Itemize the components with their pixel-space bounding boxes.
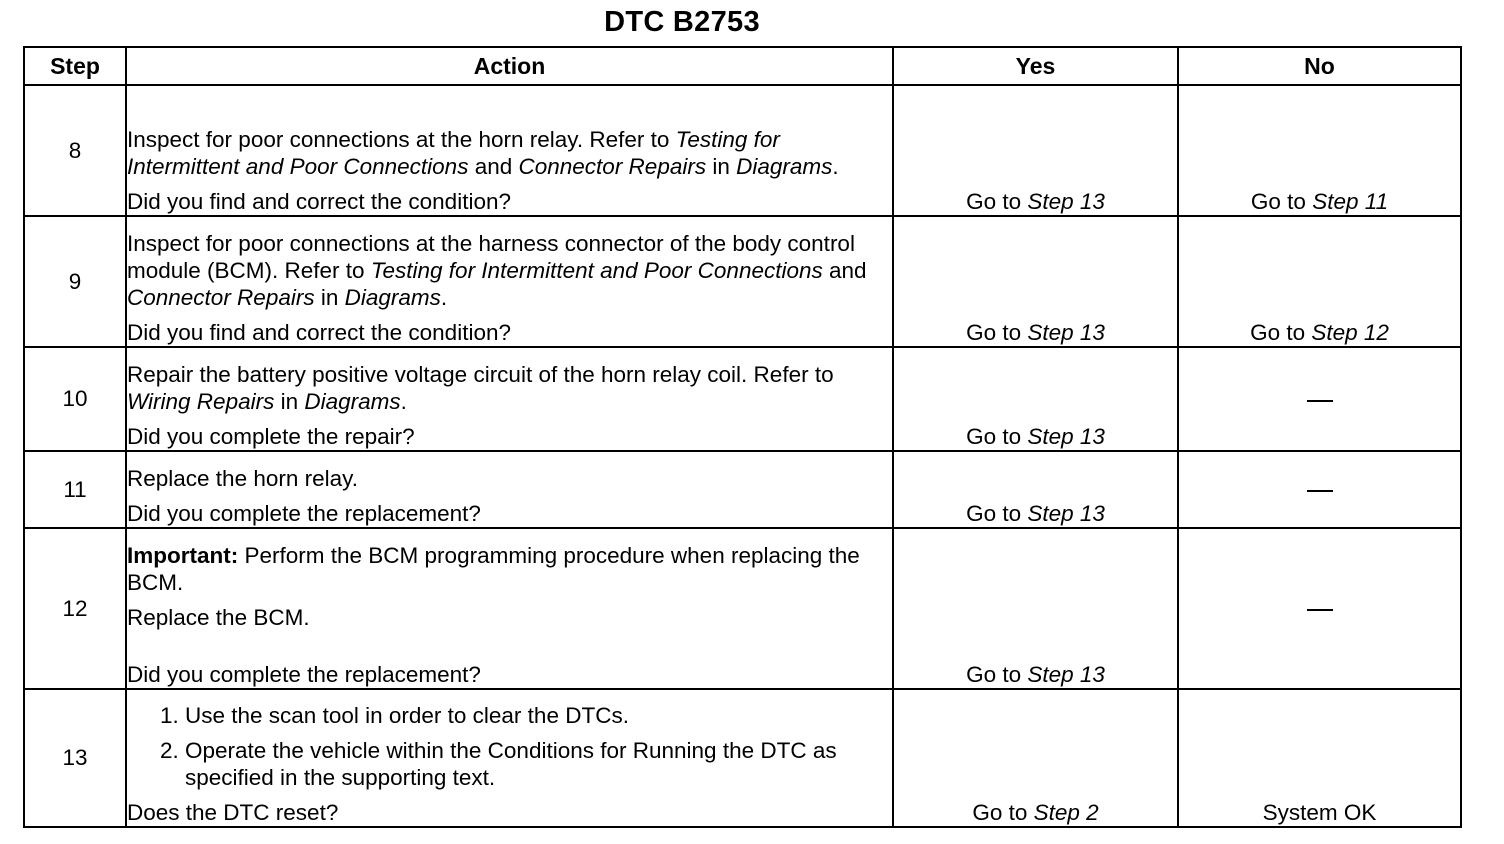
table-row [24,451,1461,528]
step-number: 8 [24,85,126,216]
step-number: 11 [24,451,126,528]
action-text: Replace the horn relay. [127,466,358,491]
yes-cell: Go to Step 13 [893,451,1178,528]
action-question: Does the DTC reset? [127,800,339,825]
table-row [24,216,1461,347]
action-cell [126,85,893,216]
important-note: Important: Perform the BCM programming procedure when replacing the BCM. [127,543,860,595]
yes-cell: Go to Step 13 [893,347,1178,451]
action-cell [126,347,893,451]
action-cell [126,216,893,347]
table-row [24,85,1461,216]
action-text: Repair the battery positive voltage circuit of the horn relay coil. Refer to Wiring Repairs in Diagrams. [127,362,834,414]
action-question: Did you complete the replacement? [127,501,481,526]
table-row [24,689,1461,827]
list-item: 2. Operate the vehicle within the Conditions for Running the DTC as specified in the supporting text. [185,737,892,791]
step-link: Step 13 [1027,424,1105,449]
action-text: Inspect for poor connections at the harness connector of the body control module (BCM). Refer to Testing for Intermittent and Poor Connections and Connector Repairs in Diagrams. [127,231,867,310]
step-link: Step 2 [1033,800,1099,825]
header-action: Action [126,47,893,85]
list-item: 1. Use the scan tool in order to clear the DTCs. [185,702,892,729]
header-yes: Yes [893,47,1178,85]
table-row [24,347,1461,451]
step-number: 12 [24,528,126,689]
header-row [24,47,1461,85]
diagnostic-table [23,46,1462,828]
action-text: Inspect for poor connections at the horn relay. Refer to Testing for Intermittent and Poor Connections and Connector Repairs in Diagrams. [127,127,839,179]
dash-mark [1307,490,1333,492]
table-row [24,528,1461,689]
yes-cell: Go to Step 13 [893,528,1178,689]
action-question: Did you complete the repair? [127,424,415,449]
action-question: Did you find and correct the condition? [127,320,511,345]
yes-cell: Go to Step 13 [893,216,1178,347]
step-link: Step 13 [1027,189,1105,214]
step-link: Step 12 [1311,320,1389,345]
dash-mark [1307,609,1333,611]
no-cell: Go to Step 12 [1178,216,1461,347]
action-text: Replace the BCM. [127,605,310,630]
action-question: Did you find and correct the condition? [127,189,511,214]
step-link: Step 13 [1027,320,1105,345]
dash-mark [1307,400,1333,402]
action-cell [126,689,893,827]
step-number: 10 [24,347,126,451]
no-cell [1178,451,1461,528]
step-link: Step 13 [1027,501,1105,526]
no-cell: Go to Step 11 [1178,85,1461,216]
step-link: Step 11 [1312,189,1389,214]
yes-cell: Go to Step 13 [893,85,1178,216]
no-cell [1178,528,1461,689]
action-cell [126,528,893,689]
yes-cell: Go to Step 2 [893,689,1178,827]
step-number: 13 [24,689,126,827]
step-number: 9 [24,216,126,347]
step-link: Step 13 [1027,662,1105,687]
no-cell [1178,347,1461,451]
action-cell [126,451,893,528]
important-label: Important: [127,543,239,568]
action-question: Did you complete the replacement? [127,662,481,687]
numbered-list [127,702,892,791]
header-no: No [1178,47,1461,85]
no-cell: System OK [1178,689,1461,827]
page-title: DTC B2753 [604,6,760,38]
header-step: Step [24,47,126,85]
